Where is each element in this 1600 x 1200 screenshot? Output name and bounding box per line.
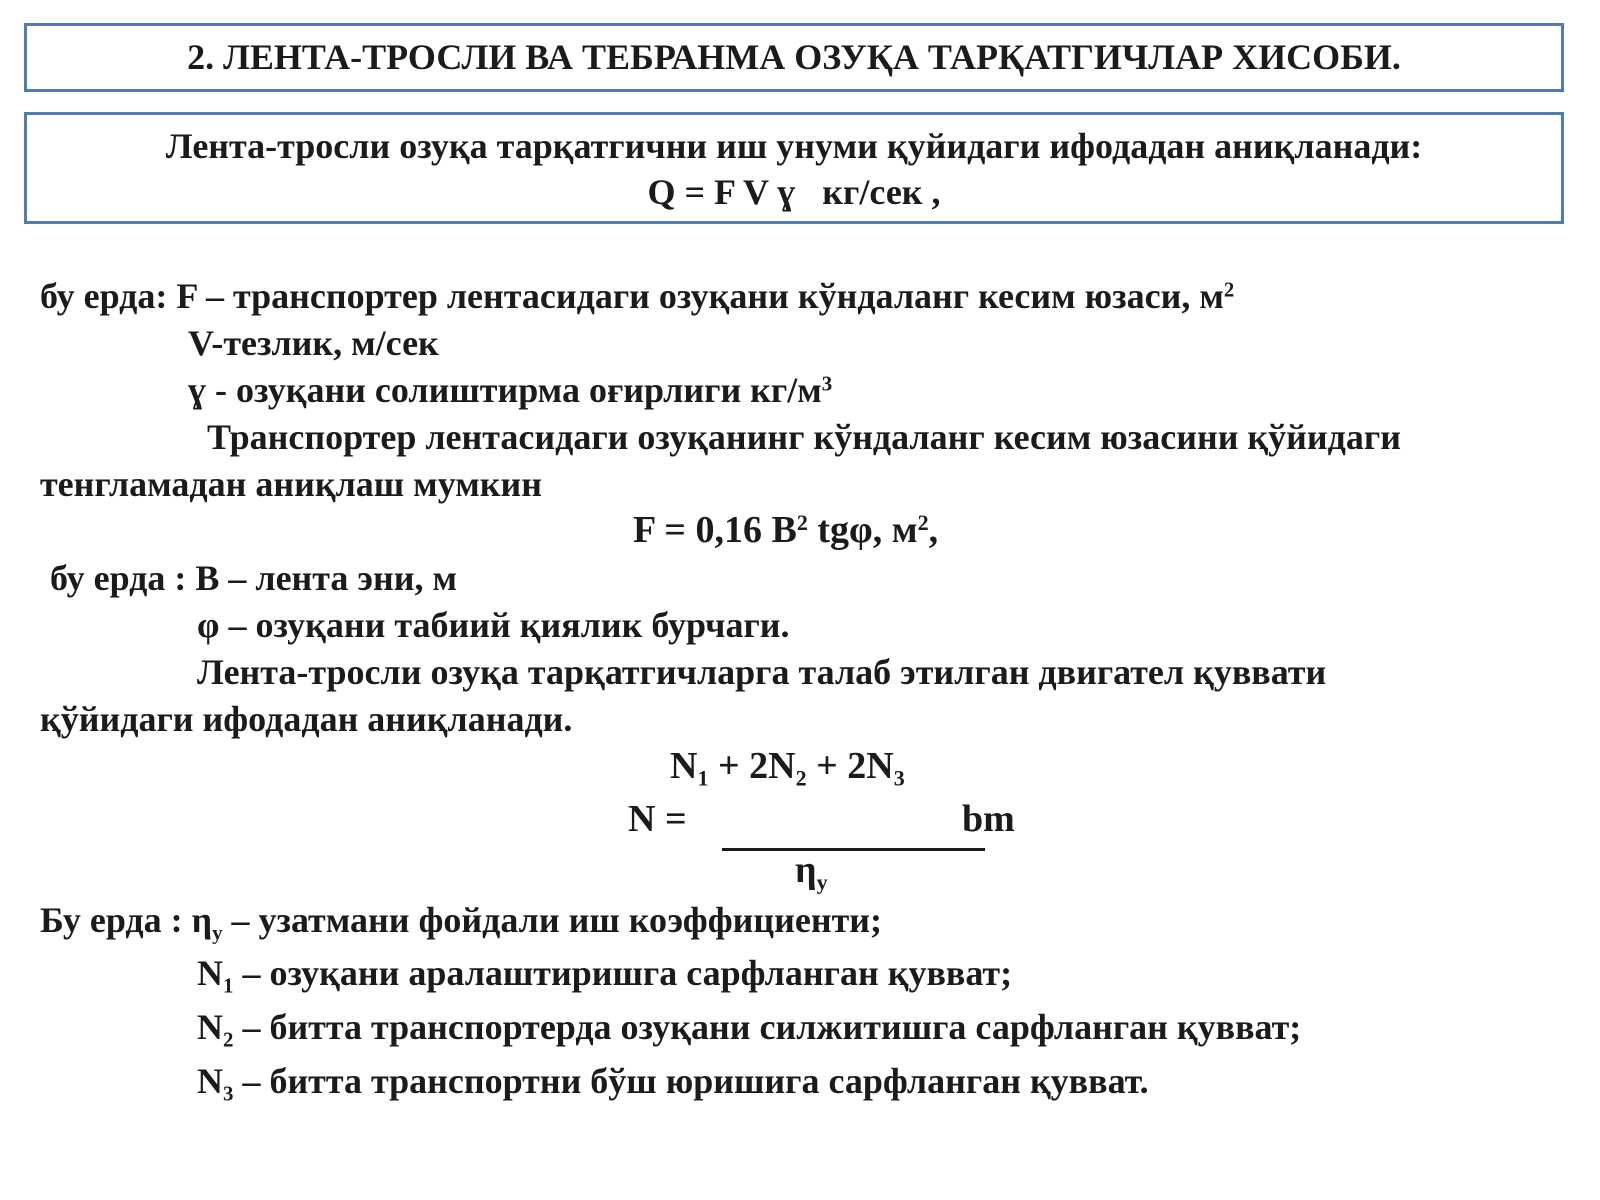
paragraph-cross-section: Транспортер лентасидаги озуқанинг кўндаланг кесим юзасини қўйидаги — [207, 417, 1401, 457]
definition-n2: $N_2$ – битта транспортерда озуқани силжитишга сарфланган қувват; — [197, 1007, 1302, 1052]
definition-v: V-тезлик, м/сек — [188, 323, 439, 363]
power-formula-lhs: N = — [628, 798, 687, 840]
definition-n1: $N_1$ – озуқани аралаштиришга сарфланган қувват; — [197, 953, 1013, 998]
definition-n3: $N_3$ – битта транспортни бўш юришига сарфланган қувват. — [197, 1061, 1149, 1106]
productivity-formula: Q = F V ɣ кг/сек , — [647, 172, 941, 212]
definition-gamma: ɣ - озуқани солиштирма оғирлиги $кг/м^3$ — [188, 370, 833, 410]
definition-f: бу ерда: F – транспортер лентасидаги озуқани кўндаланг кесим юзаси, $м^2$ — [40, 276, 1235, 316]
definition-b: бу ерда : B – лента эни, м — [50, 558, 457, 598]
paragraph-power: Лента-тросли озуқа тарқатгичларга талаб этилган двигател қуввати — [197, 652, 1327, 692]
definition-eta: Бу ерда : $\eta_у$ – узатмани фойдали иш коэффициенти; — [40, 900, 882, 945]
intro-box — [24, 112, 1564, 224]
power-formula-denominator: $\eta_у$ — [795, 849, 828, 895]
fraction-bar — [722, 848, 985, 851]
power-formula-numerator: $N_1 + 2N_2 + 2N_3$ — [670, 745, 905, 791]
power-formula-rhs: bm — [962, 798, 1015, 840]
definition-phi: φ – озуқани табиий қиялик бурчаги. — [197, 605, 790, 645]
paragraph-cross-section-cont: тенгламадан аниқлаш мумкин — [40, 464, 542, 504]
page-title: 2. ЛЕНТА-ТРОСЛИ ВА ТЕБРАНМА ОЗУҚА ТАРҚАТГИЧЛАР ХИСОБИ. — [187, 37, 1401, 77]
paragraph-power-cont: қўйидаги ифодадан аниқланади. — [40, 699, 573, 739]
intro-text: Лента-тросли озуқа тарқатгични иш унуми қуйидаги ифодадан аниқланади: — [165, 126, 1423, 166]
cross-section-formula: F = 0,16 $B^2$ tgφ, $м^2$, — [633, 509, 939, 551]
title-box — [24, 23, 1564, 92]
